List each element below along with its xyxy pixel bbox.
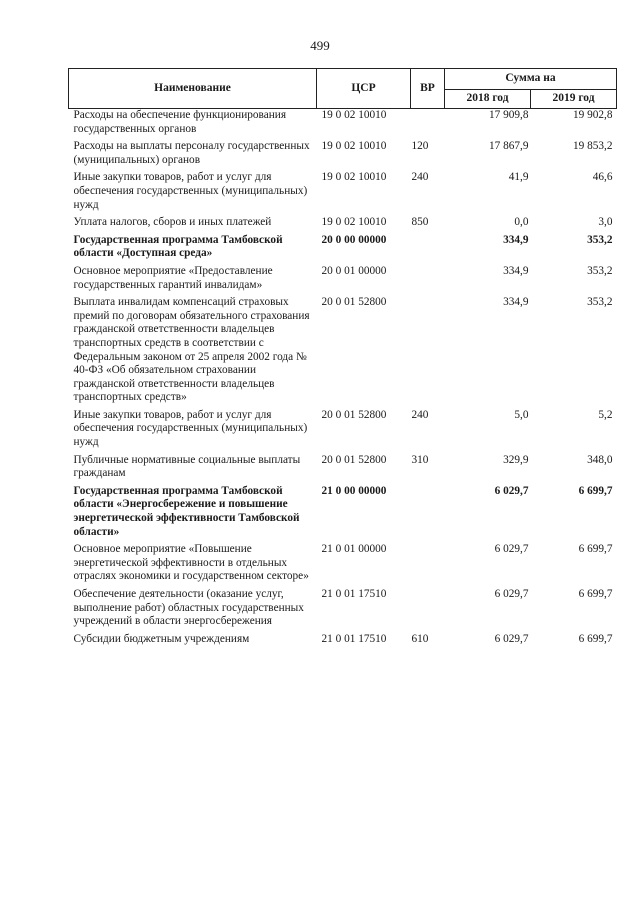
table-row bbox=[69, 261, 617, 292]
row-sum-2019: 19 853,2 bbox=[572, 140, 613, 153]
row-name: Выплата инвалидам компенсаций страховых премий по договорам обязательного страхования гражданской ответственности владельцев транспортных средств в соответствии с Федеральным законом от 25 апреля 2002 года № 40-ФЗ «Об обязательном страховании гражданской ответственности владельцев транспортных средств» bbox=[73, 296, 310, 404]
row-sum-2019: 19 902,8 bbox=[572, 109, 613, 121]
row-sum-2019: 6 699,7 bbox=[578, 484, 613, 497]
row-sum-2018: 6 029,7 bbox=[494, 588, 529, 600]
row-vr: 610 bbox=[411, 632, 429, 645]
page-number: 499 bbox=[310, 38, 330, 53]
row-name: Обеспечение деятельности (оказание услуг, выполнение работ) областных государственных учреждений в области энергосбережения bbox=[73, 588, 304, 628]
header-csr: ЦСР bbox=[317, 69, 411, 109]
row-sum-2019: 6 699,7 bbox=[578, 632, 613, 645]
table-header bbox=[69, 69, 617, 109]
header-name: Наименование bbox=[69, 69, 317, 109]
table-row bbox=[69, 109, 617, 137]
row-vr: 310 bbox=[411, 453, 429, 466]
row-vr bbox=[411, 584, 445, 629]
row-name: Публичные нормативные социальные выплаты гражданам bbox=[73, 453, 301, 480]
budget-table bbox=[68, 68, 617, 646]
row-sum-2018: 329,9 bbox=[503, 453, 529, 466]
row-vr bbox=[411, 109, 445, 137]
table-row bbox=[69, 450, 617, 481]
table-row bbox=[69, 481, 617, 539]
row-csr: 19 0 02 10010 bbox=[321, 216, 387, 229]
header-year-2019: 2019 год bbox=[531, 90, 617, 109]
row-sum-2018: 334,9 bbox=[503, 296, 529, 309]
row-csr: 21 0 01 00000 bbox=[321, 543, 387, 556]
row-csr: 21 0 01 17510 bbox=[321, 632, 387, 645]
row-vr bbox=[411, 261, 445, 292]
row-name: Основное мероприятие «Предоставление государственных гарантий инвалидам» bbox=[73, 264, 273, 291]
row-csr: 21 0 01 17510 bbox=[321, 588, 387, 600]
row-vr: 240 bbox=[411, 171, 429, 184]
row-csr: 19 0 02 10010 bbox=[321, 140, 387, 153]
row-sum-2018: 6 029,7 bbox=[494, 484, 529, 497]
row-vr bbox=[411, 481, 445, 539]
table-row bbox=[69, 167, 617, 212]
row-sum-2018: 334,9 bbox=[503, 233, 529, 246]
row-name: Основное мероприятие «Повышение энергетической эффективности в отдельных отраслях экономики и государственном секторе» bbox=[73, 543, 309, 583]
row-sum-2019: 353,2 bbox=[587, 296, 613, 309]
row-csr: 20 0 01 52800 bbox=[321, 408, 387, 421]
table-row bbox=[69, 629, 617, 647]
row-csr: 19 0 02 10010 bbox=[321, 171, 387, 184]
row-csr: 19 0 02 10010 bbox=[321, 109, 387, 121]
table-body bbox=[69, 109, 617, 647]
table-row bbox=[69, 230, 617, 261]
row-csr: 20 0 01 00000 bbox=[321, 264, 387, 277]
row-csr: 20 0 00 00000 bbox=[321, 233, 387, 246]
row-sum-2018: 0,0 bbox=[514, 216, 529, 229]
row-name: Государственная программа Тамбовской области «Энергосбережение и повышение энергетической эффективности Тамбовской области» bbox=[73, 484, 300, 538]
table-row bbox=[69, 292, 617, 405]
row-sum-2018: 17 909,8 bbox=[488, 109, 529, 121]
row-csr: 21 0 00 00000 bbox=[321, 484, 387, 497]
row-name: Субсидии бюджетным учреждениям bbox=[73, 632, 250, 645]
row-sum-2019: 5,2 bbox=[598, 408, 613, 421]
row-vr bbox=[411, 539, 445, 584]
row-csr: 20 0 01 52800 bbox=[321, 296, 387, 309]
row-sum-2019: 6 699,7 bbox=[578, 588, 613, 600]
row-csr: 20 0 01 52800 bbox=[321, 453, 387, 466]
row-vr bbox=[411, 292, 445, 405]
header-year-2018: 2018 год bbox=[445, 90, 531, 109]
row-sum-2019: 46,6 bbox=[592, 171, 613, 184]
row-sum-2019: 353,2 bbox=[587, 233, 613, 246]
row-name: Расходы на выплаты персоналу государственных (муниципальных) органов bbox=[73, 140, 310, 166]
row-vr: 240 bbox=[411, 408, 429, 421]
row-vr: 850 bbox=[411, 216, 429, 229]
table-row bbox=[69, 539, 617, 584]
row-sum-2018: 334,9 bbox=[503, 264, 529, 277]
header-sum: Сумма на bbox=[445, 69, 617, 90]
row-sum-2018: 6 029,7 bbox=[494, 543, 529, 556]
row-vr bbox=[411, 230, 445, 261]
row-name: Уплата налогов, сборов и иных платежей bbox=[73, 216, 272, 229]
table-row bbox=[69, 212, 617, 230]
row-sum-2018: 17 867,9 bbox=[488, 140, 529, 153]
row-sum-2019: 348,0 bbox=[587, 453, 613, 466]
row-name: Иные закупки товаров, работ и услуг для обеспечения государственных (муниципальных) нужд bbox=[73, 408, 308, 449]
row-sum-2018: 6 029,7 bbox=[494, 632, 529, 645]
row-vr: 120 bbox=[411, 140, 429, 153]
table-row bbox=[69, 405, 617, 450]
row-name: Иные закупки товаров, работ и услуг для обеспечения государственных (муниципальных) нужд bbox=[73, 171, 308, 211]
row-sum-2019: 6 699,7 bbox=[578, 543, 613, 556]
row-name: Государственная программа Тамбовской области «Доступная среда» bbox=[73, 233, 283, 260]
row-sum-2018: 5,0 bbox=[514, 408, 529, 421]
header-vr: ВР bbox=[411, 69, 445, 109]
row-sum-2019: 353,2 bbox=[587, 264, 613, 277]
row-name: Расходы на обеспечение функционирования государственных органов bbox=[73, 109, 287, 135]
table-row bbox=[69, 136, 617, 167]
row-sum-2018: 41,9 bbox=[508, 171, 529, 184]
table-row bbox=[69, 584, 617, 629]
row-sum-2019: 3,0 bbox=[598, 216, 613, 229]
